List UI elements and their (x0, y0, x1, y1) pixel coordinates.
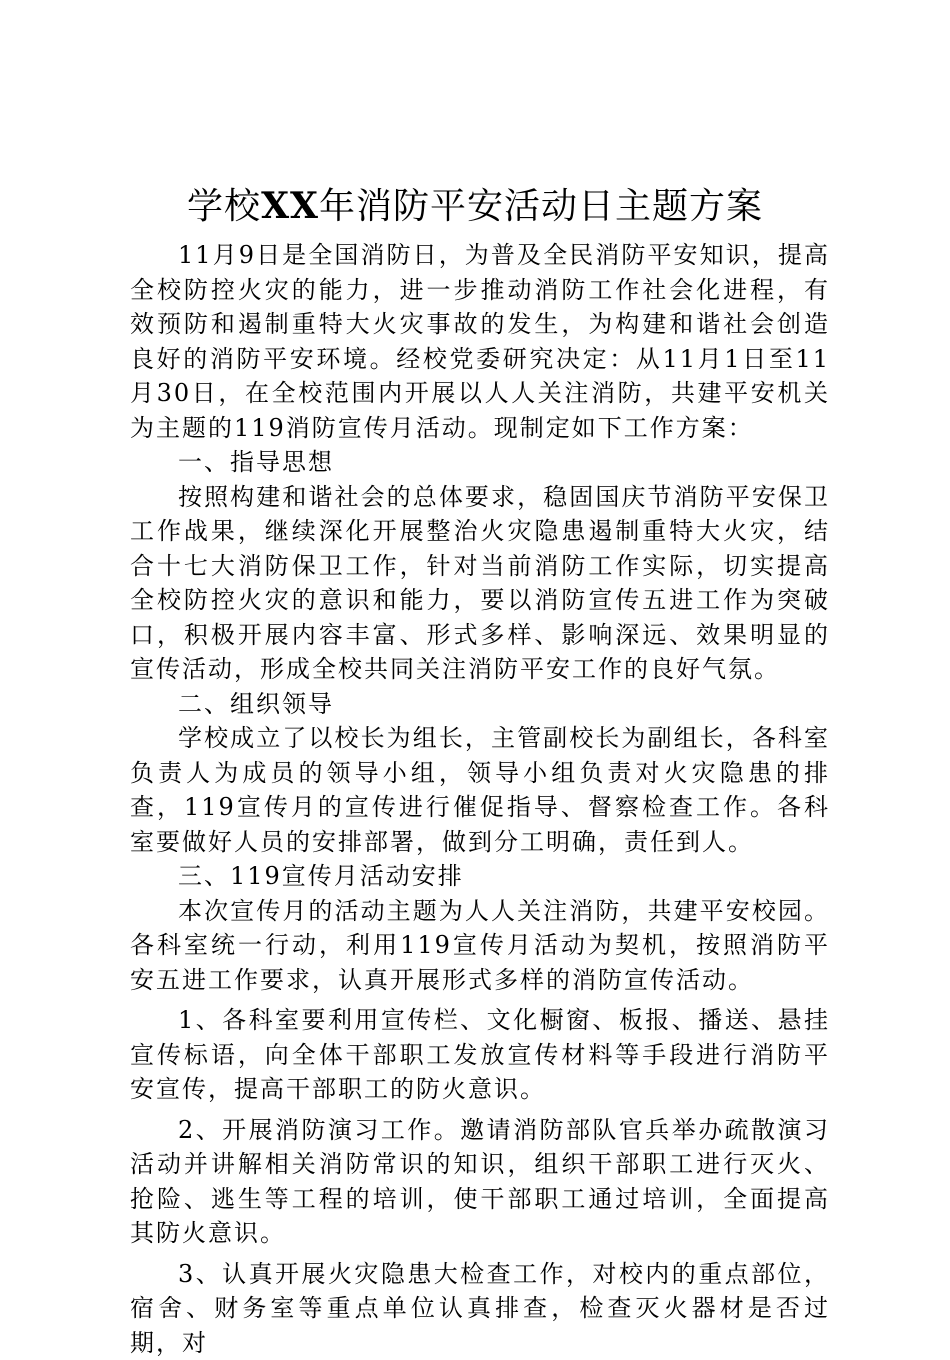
document-title (0, 178, 950, 235)
title-bold: XX (261, 185, 319, 227)
section-heading-organization: 二、组织领导 (130, 687, 830, 722)
list-item-drill: 2、开展消防演习工作。邀请消防部队官兵举办疏散演习活动并讲解相关消防常识的知识，组织干部职工进行灭火、抢险、逃生等工程的培训，使干部职工通过培训，全面提高其防火意识。 (130, 1113, 830, 1251)
list-item-inspection: 3、认真开展火灾隐患大检查工作，对校内的重点部位，宿舍、财务室等重点单位认真排查，检查灭火器材是否过期，对 (130, 1257, 830, 1360)
section-body-activities: 本次宣传月的活动主题为人人关注消防，共建平安校园。各科室统一行动，利用119宣传月活动为契机，按照消防平安五进工作要求，认真开展形式多样的消防宣传活动。 (130, 894, 830, 998)
section-heading-activities: 三、119宣传月活动安排 (130, 859, 830, 894)
section-heading-guiding-ideology: 一、指导思想 (130, 445, 830, 480)
document-body (130, 238, 830, 1360)
title-prefix: 学校 (187, 186, 261, 227)
intro-paragraph: 11月9日是全国消防日，为普及全民消防平安知识，提高全校防控火灾的能力，进一步推动消防工作社会化进程，有效预防和遏制重特大火灾事故的发生，为构建和谐社会创造良好的消防平安环境。经校党委研究决定：从11月1日至11月30日，在全校范围内开展以人人关注消防，共建平安机关为主题的119消防宣传月活动。现制定如下工作方案： (130, 238, 830, 445)
section-body-organization: 学校成立了以校长为组长，主管副校长为副组长，各科室负责人为成员的领导小组，领导小组负责对火灾隐患的排查，119宣传月的宣传进行催促指导、督察检查工作。各科室要做好人员的安排部署，做到分工明确，责任到人。 (130, 721, 830, 859)
title-suffix: 年消防平安活动日主题方案 (319, 186, 763, 227)
section-body-guiding-ideology: 按照构建和谐社会的总体要求，稳固国庆节消防平安保卫工作战果，继续深化开展整治火灾隐患遏制重特大火灾，结合十七大消防保卫工作，针对当前消防工作实际，切实提高全校防控火灾的意识和能力，要以消防宣传五进工作为突破口，积极开展内容丰富、形式多样、影响深远、效果明显的宣传活动，形成全校共同关注消防平安工作的良好气氛。 (130, 480, 830, 687)
list-item-publicity: 1、各科室要利用宣传栏、文化橱窗、板报、播送、悬挂宣传标语，向全体干部职工发放宣传材料等手段进行消防平安宣传，提高干部职工的防火意识。 (130, 1003, 830, 1107)
